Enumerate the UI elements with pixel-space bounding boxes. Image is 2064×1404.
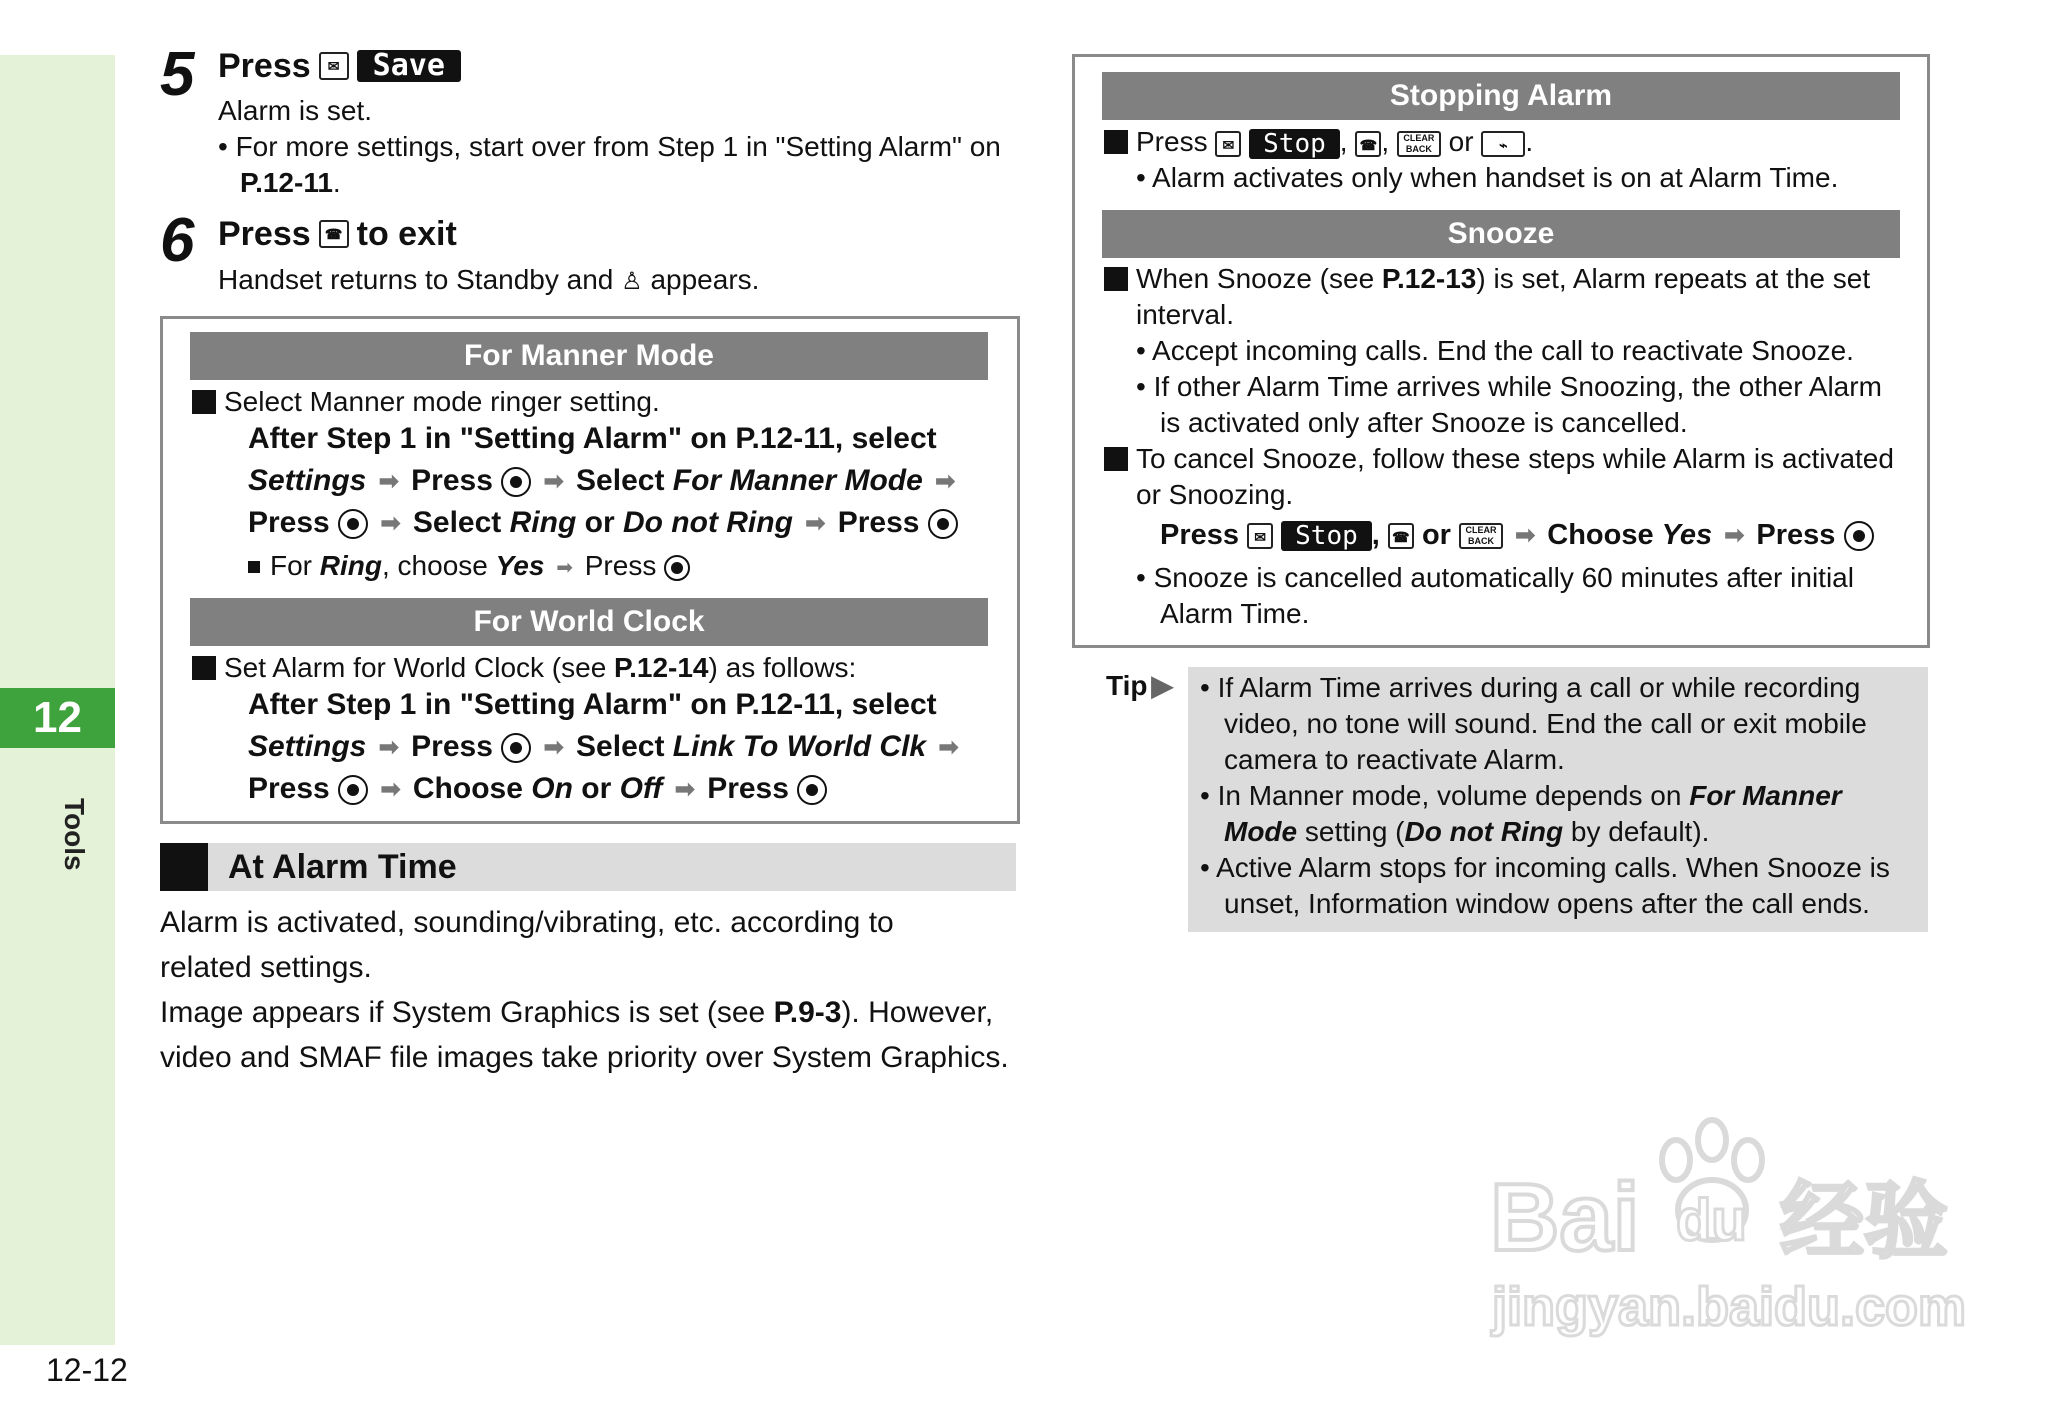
save-softkey: Save	[357, 50, 461, 82]
arrow-right-icon: ➡	[674, 776, 695, 804]
sub-for: For	[270, 550, 312, 581]
stopping-alarm-title: Stopping Alarm	[1102, 72, 1900, 120]
manner-line-3	[248, 502, 958, 545]
stop-softkey: Stop	[1281, 521, 1372, 551]
tip-1-line-3: camera to reactivate Alarm.	[1224, 744, 1565, 775]
world-intro	[192, 650, 856, 686]
center-key-icon	[501, 733, 531, 763]
do-not-ring-option: Do not Ring	[622, 506, 793, 539]
press-label: Press	[411, 464, 493, 497]
or-label: or	[1421, 519, 1451, 551]
triangle-right-icon: ▶	[1151, 670, 1174, 701]
arrow-right-icon: ➡	[380, 776, 401, 804]
settings-label: Settings	[248, 730, 367, 763]
arrow-right-icon: ➡	[1724, 522, 1745, 550]
tip-label-text: Tip	[1106, 670, 1148, 701]
snooze-p1-line-1	[1104, 261, 1870, 297]
step-6-suffix: to exit	[356, 215, 457, 253]
step-5-number: 5	[160, 40, 195, 109]
step-5-press: Press	[218, 47, 311, 85]
arrow-right-icon: ➡	[380, 510, 401, 538]
for-manner-mode-option: For Manner Mode	[672, 464, 923, 497]
snooze-bullet-2-line-2: is activated only after Snooze is cancelled.	[1160, 407, 1688, 438]
alarm-para-2-ref: P.9-3	[773, 996, 842, 1029]
arrow-right-icon: ➡	[543, 734, 564, 762]
tip-2-line-1	[1200, 778, 1842, 814]
world-intro-text: Set Alarm for World Clock (see	[224, 652, 607, 683]
tip-2-mode: Mode	[1224, 816, 1298, 847]
manner-line-1: After Step 1 in "Setting Alarm" on P.12-11, select	[248, 422, 937, 455]
arrow-right-icon: ➡	[935, 468, 956, 496]
stop-softkey: Stop	[1249, 129, 1340, 159]
step-5-note-ref: P.12-11	[240, 167, 333, 198]
watermark-brand-2: du	[1676, 1188, 1747, 1253]
snooze-p1-a: When Snooze (see	[1136, 263, 1375, 294]
bullet-square-icon	[192, 390, 216, 414]
arrow-right-icon: ➡	[378, 734, 399, 762]
mail-key-icon: ✉	[1247, 523, 1273, 549]
step-5-note	[218, 129, 1001, 165]
manner-line-2	[248, 460, 959, 503]
bullet-square-icon	[192, 656, 216, 680]
chapter-label: Tools	[59, 798, 90, 871]
step-5-result: Alarm is set.	[218, 95, 373, 126]
world-intro-tail: ) as follows:	[708, 652, 857, 683]
world-line-1: After Step 1 in "Setting Alarm" on P.12-11, select	[248, 688, 937, 721]
settings-label: Settings	[248, 464, 367, 497]
step-5-note-ref-line	[240, 165, 341, 201]
snooze-cancel-steps: Press ✉ Stop , ☎ or CLEAR BACK ➡ Choose Yes ➡ Press	[1160, 514, 1874, 557]
world-intro-ref: P.12-14	[614, 652, 709, 683]
alarm-para-2-line-2: video and SMAF file images take priority over System Graphics.	[160, 1041, 1009, 1074]
period: .	[1525, 126, 1534, 157]
choose-label: Choose	[412, 772, 523, 805]
comma: ,	[1339, 126, 1348, 157]
on-option: On	[531, 772, 573, 805]
step-6-result-tail: appears.	[650, 264, 760, 295]
snooze-bullet-3-line-1: • Snooze is cancelled automatically 60 minutes after initial	[1136, 562, 1854, 593]
alarm-para-2-a: Image appears if System Graphics is set (see	[160, 996, 766, 1029]
center-key-icon	[501, 467, 531, 497]
stopping-note: • Alarm activates only when handset is on at Alarm Time.	[1136, 162, 1839, 193]
alarm-para-1-line-2: related settings.	[160, 951, 372, 984]
step-6-result	[218, 262, 759, 300]
mail-key-icon: ✉	[1215, 131, 1241, 157]
sub-ring: Ring	[319, 550, 382, 581]
snooze-p2-line-2: or Snoozing.	[1136, 479, 1294, 510]
snooze-bullet-1: • Accept incoming calls. End the call to reactivate Snooze.	[1136, 335, 1854, 366]
arrow-right-icon: ➡	[1515, 522, 1536, 550]
step-5-heading	[218, 46, 461, 86]
world-line-3	[248, 768, 827, 811]
snooze-title: Snooze	[1102, 210, 1900, 258]
link-world-clk-option: Link To World Clk	[672, 730, 927, 763]
world-clock-title: For World Clock	[190, 598, 988, 646]
paw-logo-icon	[1480, 1100, 2000, 1340]
or-label: or	[581, 772, 612, 805]
manner-subnote	[248, 548, 690, 586]
snooze-bullet-3-line-2: Alarm Time.	[1160, 598, 1310, 629]
tip-2-a: • In Manner mode, volume depends on	[1200, 780, 1682, 811]
arrow-right-icon: ➡	[938, 734, 959, 762]
press-label: Press	[1160, 519, 1240, 551]
watermark-url: jingyan.baidu.com	[1492, 1277, 1967, 1337]
arrow-right-icon: ➡	[805, 510, 826, 538]
arrow-right-icon: ➡	[543, 468, 564, 496]
ring-option: Ring	[509, 506, 577, 539]
center-key-icon	[797, 775, 827, 805]
press-label: Press	[1756, 519, 1836, 551]
select-label: Select	[576, 464, 665, 497]
bullet-square-icon	[1104, 267, 1128, 291]
alarm-para-2-line-1	[160, 990, 993, 1035]
tip-2-do-not-ring: Do not Ring	[1404, 816, 1564, 847]
center-key-icon	[338, 775, 368, 805]
mail-key-icon: ✉	[319, 52, 349, 80]
manner-intro-text: Select Manner mode ringer setting.	[224, 386, 660, 417]
clear-key-icon: CLEAR BACK	[1397, 131, 1441, 157]
clear-key-icon: CLEAR BACK	[1459, 523, 1503, 549]
watermark-brand: Bai	[1490, 1164, 1640, 1271]
press-label: Press	[1136, 126, 1208, 157]
end-key-icon: ☎	[1355, 131, 1381, 157]
off-option: Off	[619, 772, 663, 805]
sub-choose: , choose	[382, 550, 488, 581]
snooze-p2-text: To cancel Snooze, follow these steps while Alarm is activated	[1136, 443, 1894, 474]
step-6-number: 6	[160, 206, 195, 275]
manner-mode-title: For Manner Mode	[190, 332, 988, 380]
step-6-result-text: Handset returns to Standby and	[218, 264, 614, 295]
end-key-icon: ☎	[319, 220, 349, 248]
yes-option: Yes	[1661, 519, 1713, 551]
or-label: or	[584, 506, 615, 539]
sub-yes: Yes	[495, 550, 545, 581]
baidu-watermark	[1480, 1100, 2000, 1340]
press-label: Press	[248, 772, 330, 805]
press-label: Press	[837, 506, 920, 539]
center-key-icon	[338, 509, 368, 539]
select-label: Select	[412, 506, 502, 539]
center-key-icon	[664, 555, 690, 581]
tip-2-b: For Manner	[1689, 780, 1842, 811]
step-5-note-text: • For more settings, start over from Step 1 in "Setting Alarm" on	[218, 131, 1001, 162]
world-line-2	[248, 726, 963, 769]
comma: ,	[1381, 126, 1390, 157]
press-label: Press	[707, 772, 789, 805]
press-label: Press	[411, 730, 493, 763]
bullet-square-icon	[1104, 130, 1128, 154]
snooze-p1-b: ) is set, Alarm repeats at the set	[1476, 263, 1871, 294]
section-title: At Alarm Time	[228, 848, 457, 886]
watermark-cn: 经验	[1780, 1172, 1949, 1270]
select-label: Select	[576, 730, 665, 763]
section-marker-icon	[160, 843, 208, 891]
center-key-icon	[1844, 521, 1874, 551]
manner-intro	[192, 384, 660, 420]
center-key-icon	[928, 509, 958, 539]
page-number: 12-12	[46, 1352, 128, 1388]
alarm-para-2-b: ). However,	[841, 996, 994, 1029]
press-label: Press	[248, 506, 330, 539]
tip-2-line-2	[1224, 814, 1709, 850]
choose-label: Choose	[1547, 519, 1654, 551]
arrow-right-icon: ➡	[378, 468, 399, 496]
snooze-p1-line-2: interval.	[1136, 299, 1235, 330]
tip-3-line-2: unset, Information window opens after the call ends.	[1224, 888, 1870, 919]
alarm-para-1-line-1: Alarm is activated, sounding/vibrating, etc. according to	[160, 906, 894, 939]
or-label: or	[1448, 126, 1474, 157]
stopping-instruction	[1104, 124, 1533, 160]
step-5-note-end: .	[332, 167, 341, 198]
arrow-right-icon: ➡	[556, 556, 573, 579]
step-6-heading	[218, 214, 457, 254]
tip-2-setting: setting (	[1304, 816, 1405, 847]
end-key-icon: ☎	[1388, 523, 1414, 549]
step-6-press: Press	[218, 215, 311, 253]
chapter-number: 12	[0, 688, 115, 748]
alarm-bell-icon: ♙	[621, 268, 643, 295]
tip-3-line-1: • Active Alarm stops for incoming calls. When Snooze is	[1200, 852, 1890, 883]
tip-1-line-1: • If Alarm Time arrives during a call or while recording	[1200, 672, 1861, 703]
bullet-square-icon	[1104, 447, 1128, 471]
snooze-p1-ref: P.12-13	[1381, 263, 1477, 294]
sub-press: Press	[584, 550, 657, 581]
tip-2-default: by default).	[1570, 816, 1710, 847]
flip-key-icon: ⌁	[1481, 131, 1525, 157]
tip-label	[1106, 668, 1173, 704]
snooze-bullet-2-line-1: • If other Alarm Time arrives while Snoozing, the other Alarm	[1136, 371, 1882, 402]
tip-1-line-2: video, no tone will sound. End the call or exit mobile	[1224, 708, 1867, 739]
snooze-p2-line-1	[1104, 441, 1894, 477]
small-square-icon	[248, 561, 260, 573]
